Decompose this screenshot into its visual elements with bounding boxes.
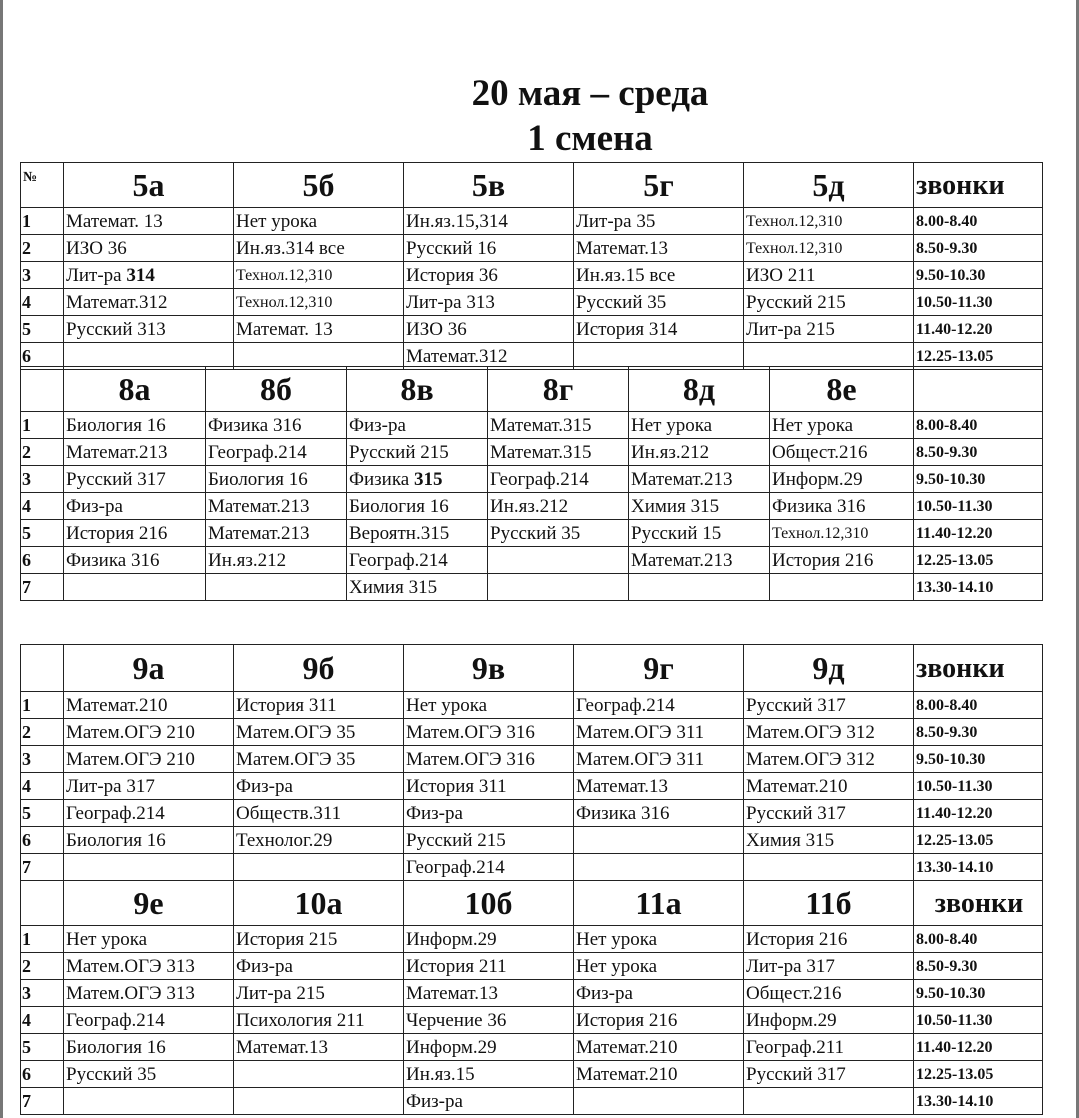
- lesson-cell: [234, 1088, 404, 1115]
- row-number-header: [21, 881, 64, 926]
- lesson-cell: [488, 574, 629, 601]
- lesson-row: [21, 547, 1043, 574]
- lesson-number: 1: [21, 692, 64, 719]
- lesson-cell: Физика 316: [64, 547, 206, 574]
- row-number-header: [21, 645, 64, 692]
- lesson-cell: Общест.216: [744, 980, 914, 1007]
- lesson-cell: Ин.яз.314 все: [234, 235, 404, 262]
- lesson-cell: Нет урока: [574, 926, 744, 953]
- lesson-cell: Нет урока: [64, 926, 234, 953]
- lesson-cell: Лит-ра 215: [234, 980, 404, 1007]
- lesson-row: [21, 235, 1043, 262]
- lesson-number: 4: [21, 1007, 64, 1034]
- lesson-cell: Информ.29: [744, 1007, 914, 1034]
- lesson-row: [21, 692, 1043, 719]
- lesson-cell: Математ.213: [206, 493, 347, 520]
- lesson-cell: Матем.ОГЭ 316: [404, 746, 574, 773]
- lesson-cell: Математ.210: [64, 692, 234, 719]
- bell-header: [914, 367, 1043, 412]
- lesson-cell: ИЗО 36: [64, 235, 234, 262]
- lesson-cell: Математ.210: [574, 1034, 744, 1061]
- lesson-cell: Географ.214: [64, 1007, 234, 1034]
- bell-time: 9.50-10.30: [914, 980, 1043, 1007]
- page-title-date: 20 мая – среда: [471, 73, 709, 114]
- lesson-cell: Географ.214: [64, 800, 234, 827]
- lesson-cell: Ин.яз.15 все: [574, 262, 744, 289]
- lesson-number: 5: [21, 520, 64, 547]
- lesson-cell: Математ.315: [488, 412, 629, 439]
- lesson-cell: Психология 211: [234, 1007, 404, 1034]
- lesson-row: [21, 854, 1043, 881]
- lesson-cell: Химия 315: [347, 574, 488, 601]
- lesson-cell: Матем.ОГЭ 316: [404, 719, 574, 746]
- bell-time: 8.50-9.30: [914, 719, 1043, 746]
- grade-header-row: [21, 163, 1043, 208]
- lesson-row: [21, 800, 1043, 827]
- lesson-cell: Черчение 36: [404, 1007, 574, 1034]
- lesson-cell: История 311: [404, 773, 574, 800]
- bell-time: 10.50-11.30: [914, 289, 1043, 316]
- page-title-shift: 1 смена: [527, 118, 653, 159]
- bell-time: 12.25-13.05: [914, 343, 1043, 370]
- bell-header: звонки: [914, 881, 1043, 926]
- lesson-cell: История 216: [744, 926, 914, 953]
- lesson-cell: Лит-ра 215: [744, 316, 914, 343]
- lesson-cell: Нет урока: [629, 412, 770, 439]
- lesson-cell: Физ-ра: [574, 980, 744, 1007]
- lesson-cell: [234, 854, 404, 881]
- lesson-row: [21, 1034, 1043, 1061]
- room-number-emphasis: 314: [126, 264, 155, 286]
- lesson-cell: Русский 215: [347, 439, 488, 466]
- lesson-cell: История 314: [574, 316, 744, 343]
- lesson-cell: Лит-ра 35: [574, 208, 744, 235]
- lesson-row: [21, 953, 1043, 980]
- lesson-row: [21, 520, 1043, 547]
- room-number-emphasis: 315: [413, 468, 443, 490]
- bell-time: 11.40-12.20: [914, 1034, 1043, 1061]
- grade-header: 5б: [234, 163, 404, 208]
- lesson-cell: Нет урока: [770, 412, 914, 439]
- lesson-cell: Математ.210: [574, 1061, 744, 1088]
- lesson-cell: История 36: [404, 262, 574, 289]
- lesson-cell: Матем.ОГЭ 35: [234, 719, 404, 746]
- lesson-cell: Математ.213: [206, 520, 347, 547]
- lesson-cell: Нет урока: [234, 208, 404, 235]
- lesson-cell: Физика 316: [574, 800, 744, 827]
- grade-header: 9а: [64, 645, 234, 692]
- lesson-cell: Географ.214: [574, 692, 744, 719]
- bell-time: 8.50-9.30: [914, 953, 1043, 980]
- lesson-cell: Биология 16: [64, 827, 234, 854]
- lesson-number: 7: [21, 854, 64, 881]
- lesson-cell: Физ-ра: [234, 773, 404, 800]
- lesson-cell: Русский 313: [64, 316, 234, 343]
- lesson-cell: Русский 35: [574, 289, 744, 316]
- lesson-row: [21, 208, 1043, 235]
- lesson-cell: [206, 574, 347, 601]
- lesson-number: 6: [21, 1061, 64, 1088]
- lesson-cell: [64, 574, 206, 601]
- grade-header: 9д: [744, 645, 914, 692]
- lesson-cell: Матем.ОГЭ 313: [64, 980, 234, 1007]
- lesson-cell: Матем.ОГЭ 210: [64, 746, 234, 773]
- lesson-number: 1: [21, 926, 64, 953]
- schedule-table-8: [20, 366, 1043, 601]
- lesson-row: [21, 1088, 1043, 1115]
- lesson-number: 1: [21, 412, 64, 439]
- lesson-cell: Ин.яз.212: [206, 547, 347, 574]
- grade-header: 8д: [629, 367, 770, 412]
- lesson-cell: Химия 315: [744, 827, 914, 854]
- lesson-cell: История 216: [64, 520, 206, 547]
- lesson-cell: Лит-ра 317: [64, 773, 234, 800]
- lesson-cell: Математ.312: [404, 343, 574, 370]
- lesson-number: 4: [21, 493, 64, 520]
- lesson-cell: ИЗО 211: [744, 262, 914, 289]
- lesson-number: 3: [21, 262, 64, 289]
- lesson-number: 5: [21, 316, 64, 343]
- lesson-cell: Технол.12,310: [770, 520, 914, 547]
- lesson-cell: Матем.ОГЭ 311: [574, 719, 744, 746]
- bell-time: 8.50-9.30: [914, 439, 1043, 466]
- grade-header-row: [21, 881, 1043, 926]
- lesson-cell: Биология 16: [64, 1034, 234, 1061]
- bell-time: 12.25-13.05: [914, 547, 1043, 574]
- bell-time: 9.50-10.30: [914, 262, 1043, 289]
- lesson-row: [21, 412, 1043, 439]
- grade-header: 8г: [488, 367, 629, 412]
- lesson-cell: Физ-ра: [347, 412, 488, 439]
- lesson-row: [21, 719, 1043, 746]
- lesson-cell: Математ.213: [629, 466, 770, 493]
- grade-header: 9г: [574, 645, 744, 692]
- lesson-number: 2: [21, 953, 64, 980]
- lesson-cell: [64, 1088, 234, 1115]
- lesson-cell: Физ-ра: [64, 493, 206, 520]
- lesson-cell: ИЗО 36: [404, 316, 574, 343]
- bell-time: 13.30-14.10: [914, 574, 1043, 601]
- lesson-cell: История 215: [234, 926, 404, 953]
- lesson-row: [21, 746, 1043, 773]
- lesson-row: [21, 466, 1043, 493]
- lesson-cell: Русский 215: [744, 289, 914, 316]
- grade-header-row: [21, 645, 1043, 692]
- bell-time: 10.50-11.30: [914, 493, 1043, 520]
- grade-header: 5д: [744, 163, 914, 208]
- row-number-header: №: [21, 163, 64, 208]
- grade-header: 9е: [64, 881, 234, 926]
- bell-time: 12.25-13.05: [914, 827, 1043, 854]
- lesson-row: [21, 493, 1043, 520]
- lesson-cell: Биология 16: [64, 412, 206, 439]
- grade-header: 9в: [404, 645, 574, 692]
- lesson-number: 5: [21, 800, 64, 827]
- lesson-number: 7: [21, 1088, 64, 1115]
- lesson-cell: Информ.29: [404, 1034, 574, 1061]
- lesson-cell: Русский 317: [744, 800, 914, 827]
- lesson-number: 7: [21, 574, 64, 601]
- lesson-cell: Матем.ОГЭ 35: [234, 746, 404, 773]
- bell-time: 10.50-11.30: [914, 773, 1043, 800]
- lesson-cell: Технол.12,310: [234, 262, 404, 289]
- lesson-cell: [574, 854, 744, 881]
- lesson-cell: Математ.213: [64, 439, 206, 466]
- lesson-cell: Математ.210: [744, 773, 914, 800]
- lesson-cell: Матем.ОГЭ 311: [574, 746, 744, 773]
- grade-header: 8е: [770, 367, 914, 412]
- lesson-cell: Технол.12,310: [744, 208, 914, 235]
- lesson-cell: Географ.214: [347, 547, 488, 574]
- lesson-cell: Математ. 13: [234, 316, 404, 343]
- grade-header: 11а: [574, 881, 744, 926]
- lesson-cell: Информ.29: [770, 466, 914, 493]
- grade-header-row: [21, 367, 1043, 412]
- lesson-number: 5: [21, 1034, 64, 1061]
- lesson-cell: Матем.ОГЭ 312: [744, 746, 914, 773]
- lesson-cell: Матем.ОГЭ 210: [64, 719, 234, 746]
- schedule-table-5-8: [20, 162, 1043, 370]
- bell-time: 9.50-10.30: [914, 466, 1043, 493]
- bell-time: 12.25-13.05: [914, 1061, 1043, 1088]
- lesson-cell: Нет урока: [404, 692, 574, 719]
- lesson-cell: Биология 16: [347, 493, 488, 520]
- bell-time: 11.40-12.20: [914, 316, 1043, 343]
- lesson-cell: История 211: [404, 953, 574, 980]
- lesson-row: [21, 574, 1043, 601]
- bell-time: 8.00-8.40: [914, 208, 1043, 235]
- lesson-cell: Лит-ра 314: [64, 262, 234, 289]
- lesson-cell: Химия 315: [629, 493, 770, 520]
- bell-header: звонки: [914, 645, 1043, 692]
- lesson-number: 2: [21, 719, 64, 746]
- lesson-cell: Русский 15: [629, 520, 770, 547]
- lesson-cell: Технолог.29: [234, 827, 404, 854]
- lesson-number: 2: [21, 439, 64, 466]
- lesson-cell: Вероятн.315: [347, 520, 488, 547]
- grade-header: 5а: [64, 163, 234, 208]
- lesson-cell: Русский 317: [64, 466, 206, 493]
- lesson-cell: Русский 35: [488, 520, 629, 547]
- page-frame-left: [0, 0, 3, 1118]
- lesson-cell: Ин.яз.15,314: [404, 208, 574, 235]
- lesson-cell: Математ.312: [64, 289, 234, 316]
- bell-time: 8.00-8.40: [914, 926, 1043, 953]
- lesson-number: 3: [21, 466, 64, 493]
- bell-time: 11.40-12.20: [914, 800, 1043, 827]
- lesson-cell: Нет урока: [574, 953, 744, 980]
- lesson-cell: Математ.13: [574, 773, 744, 800]
- lesson-cell: [234, 1061, 404, 1088]
- grade-header: 10б: [404, 881, 574, 926]
- bell-time: 8.00-8.40: [914, 692, 1043, 719]
- lesson-cell: Матем.ОГЭ 312: [744, 719, 914, 746]
- lesson-cell: Матем.ОГЭ 313: [64, 953, 234, 980]
- lesson-cell: [64, 854, 234, 881]
- lesson-cell: Лит-ра 317: [744, 953, 914, 980]
- lesson-cell: Ин.яз.212: [488, 493, 629, 520]
- lesson-cell: Физика 316: [770, 493, 914, 520]
- lesson-number: 3: [21, 746, 64, 773]
- lesson-row: [21, 289, 1043, 316]
- lesson-cell: Лит-ра 313: [404, 289, 574, 316]
- bell-time: 13.30-14.10: [914, 1088, 1043, 1115]
- lesson-cell: История 311: [234, 692, 404, 719]
- lesson-number: 6: [21, 827, 64, 854]
- lesson-cell: [744, 1088, 914, 1115]
- lesson-cell: Физ-ра: [404, 800, 574, 827]
- lesson-cell: Обществ.311: [234, 800, 404, 827]
- lesson-cell: Биология 16: [206, 466, 347, 493]
- lesson-cell: [744, 854, 914, 881]
- lesson-row: [21, 926, 1043, 953]
- lesson-cell: История 216: [770, 547, 914, 574]
- lesson-number: 6: [21, 343, 64, 370]
- bell-time: 10.50-11.30: [914, 1007, 1043, 1034]
- lesson-cell: Математ. 13: [64, 208, 234, 235]
- lesson-row: [21, 773, 1043, 800]
- lesson-cell: Ин.яз.212: [629, 439, 770, 466]
- lesson-cell: [574, 1088, 744, 1115]
- bell-header: звонки: [914, 163, 1043, 208]
- lesson-number: 4: [21, 289, 64, 316]
- grade-header: 8в: [347, 367, 488, 412]
- lesson-row: [21, 980, 1043, 1007]
- lesson-row: [21, 1007, 1043, 1034]
- bell-time: 13.30-14.10: [914, 854, 1043, 881]
- lesson-cell: Русский 215: [404, 827, 574, 854]
- lesson-cell: Физ-ра: [404, 1088, 574, 1115]
- bell-time: 8.50-9.30: [914, 235, 1043, 262]
- lesson-cell: Географ.214: [488, 466, 629, 493]
- lesson-cell: [629, 574, 770, 601]
- lesson-cell: Русский 16: [404, 235, 574, 262]
- lesson-cell: Математ.13: [574, 235, 744, 262]
- schedule-table-9-11: [20, 880, 1043, 1115]
- lesson-row: [21, 262, 1043, 289]
- lesson-cell: Русский 35: [64, 1061, 234, 1088]
- lesson-cell: Математ.13: [404, 980, 574, 1007]
- lesson-number: 3: [21, 980, 64, 1007]
- lesson-cell: Информ.29: [404, 926, 574, 953]
- grade-header: 9б: [234, 645, 404, 692]
- lesson-cell: [770, 574, 914, 601]
- lesson-cell: Математ.13: [234, 1034, 404, 1061]
- lesson-cell: Математ.213: [629, 547, 770, 574]
- lesson-cell: Русский 317: [744, 1061, 914, 1088]
- lesson-number: 6: [21, 547, 64, 574]
- lesson-cell: [574, 827, 744, 854]
- grade-header: 10а: [234, 881, 404, 926]
- lesson-number: 4: [21, 773, 64, 800]
- lesson-row: [21, 439, 1043, 466]
- bell-time: 9.50-10.30: [914, 746, 1043, 773]
- lesson-row: [21, 1061, 1043, 1088]
- schedule-table-9: [20, 644, 1043, 881]
- lesson-cell: Технол.12,310: [744, 235, 914, 262]
- grade-header: 8а: [64, 367, 206, 412]
- lesson-cell: Географ.214: [404, 854, 574, 881]
- grade-header: 5г: [574, 163, 744, 208]
- row-number-header: [21, 367, 64, 412]
- bell-time: 11.40-12.20: [914, 520, 1043, 547]
- grade-header: 5в: [404, 163, 574, 208]
- lesson-cell: Физика 316: [206, 412, 347, 439]
- lesson-cell: Географ.214: [206, 439, 347, 466]
- lesson-cell: Ин.яз.15: [404, 1061, 574, 1088]
- lesson-number: 2: [21, 235, 64, 262]
- grade-header: 11б: [744, 881, 914, 926]
- grade-header: 8б: [206, 367, 347, 412]
- lesson-cell: Общест.216: [770, 439, 914, 466]
- lesson-cell: Физ-ра: [234, 953, 404, 980]
- lesson-cell: Географ.211: [744, 1034, 914, 1061]
- lesson-cell: Физика 315: [347, 466, 488, 493]
- lesson-row: [21, 827, 1043, 854]
- lesson-cell: Математ.315: [488, 439, 629, 466]
- lesson-cell: Технол.12,310: [234, 289, 404, 316]
- lesson-number: 1: [21, 208, 64, 235]
- lesson-cell: Русский 317: [744, 692, 914, 719]
- lesson-cell: История 216: [574, 1007, 744, 1034]
- lesson-row: [21, 316, 1043, 343]
- bell-time: 8.00-8.40: [914, 412, 1043, 439]
- lesson-cell: [488, 547, 629, 574]
